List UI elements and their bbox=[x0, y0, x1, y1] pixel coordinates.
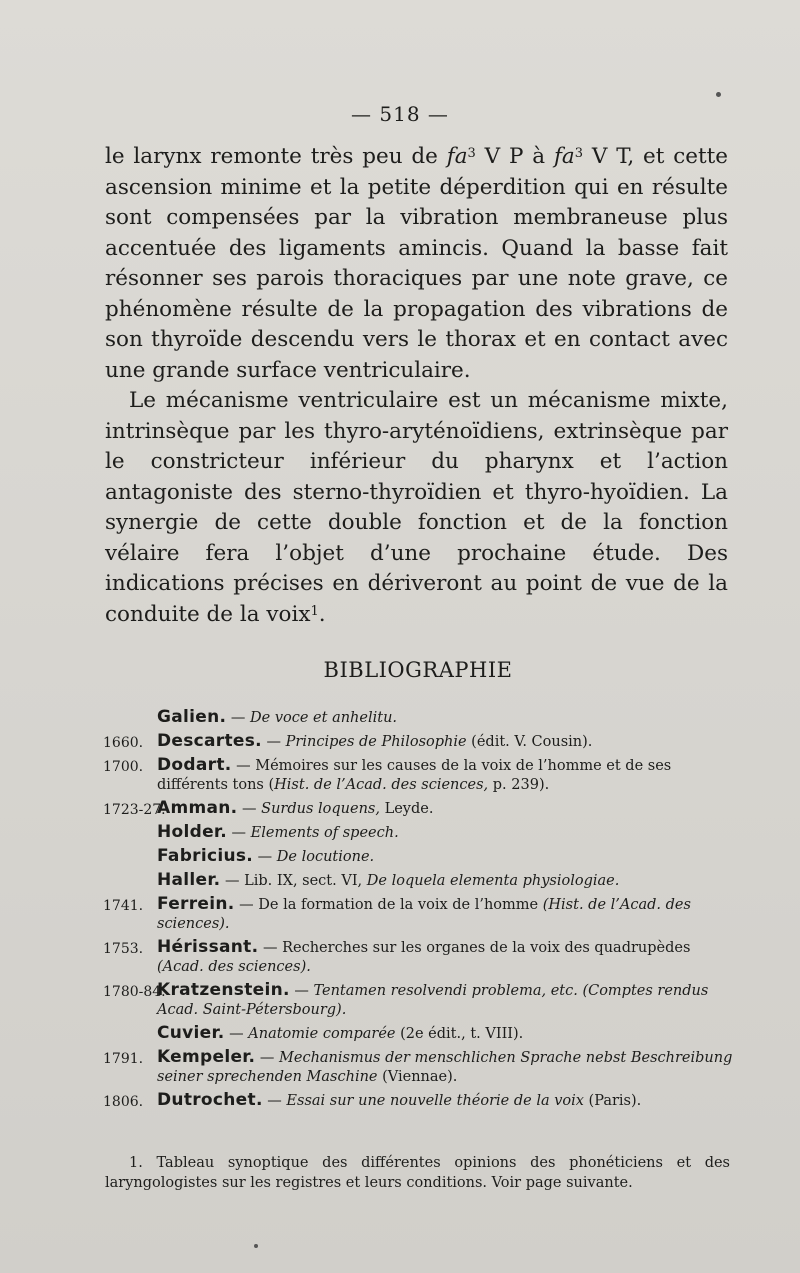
text-run: — bbox=[237, 801, 262, 817]
entry-year: 1741. bbox=[103, 898, 144, 914]
text-run: p. 239). bbox=[488, 777, 550, 793]
text-run: — bbox=[261, 734, 286, 750]
page-number: — 518 — bbox=[351, 102, 449, 126]
superscript: 1 bbox=[310, 603, 319, 619]
entry-author: Kempeler. bbox=[157, 1047, 256, 1067]
entry-year: 1753. bbox=[103, 941, 144, 957]
italic-text: fa bbox=[446, 144, 468, 169]
text-run: le larynx remonte très peu de bbox=[105, 144, 447, 169]
bibliography-heading: BIBLIOGRAPHIE bbox=[323, 658, 513, 682]
italic-text: Surdus loquens, bbox=[261, 801, 380, 817]
italic-text: Mechanismus der menschlichen Sprache nebst Beschreibung seiner sprechenden Maschine bbox=[157, 1050, 733, 1085]
italic-text: Hist. de l’Acad. des sciences, bbox=[274, 777, 489, 793]
italic-text: De voce et anhelitu. bbox=[250, 710, 398, 726]
italic-text: De loquela elementa physiologiae. bbox=[366, 873, 620, 889]
entry-author: Fabricius. bbox=[157, 846, 254, 866]
text-run: — Lib. IX, sect. VI, bbox=[220, 873, 367, 889]
text-run: Le mécanisme ventriculaire est un mécanisme mixte, intrinsèque par les thyro-aryténoïdiens, extrinsèque par le constricteur inférieur du pharynx et l’action antagoniste des sterno-thyroïdien et thyro-hyoïdien. La synergie de cette double fonction et de la fonction vélaire fera l’objet d’une prochaine étude. Des indications précises en dériveront au point de vue de la conduite de la voix bbox=[105, 388, 728, 627]
text-run: (Paris). bbox=[583, 1093, 642, 1109]
entry-author: Ferrein. bbox=[157, 894, 235, 914]
bibliography-entry bbox=[103, 895, 733, 934]
text-run: — bbox=[255, 1050, 280, 1066]
entry-year: 1806. bbox=[103, 1094, 144, 1110]
entry-author: Galien. bbox=[157, 707, 227, 727]
bibliography-entry bbox=[103, 871, 733, 891]
bibliography-entry bbox=[103, 799, 733, 819]
text-run: (édit. V. Cousin). bbox=[466, 734, 593, 750]
bibliography-entry bbox=[103, 1048, 733, 1087]
bibliography-entry bbox=[103, 847, 733, 867]
print-speck bbox=[716, 92, 721, 97]
superscript: 3 bbox=[574, 146, 583, 161]
entry-author: Dutrochet. bbox=[157, 1090, 263, 1110]
bibliography-entry bbox=[103, 708, 733, 728]
italic-text: Principes de Philosophie bbox=[285, 734, 467, 750]
italic-text: Essai sur une nouvelle théorie de la voix bbox=[286, 1093, 584, 1109]
italic-text: (Hist. de l’Acad. des sciences). bbox=[157, 897, 691, 932]
bibliography-entry bbox=[103, 938, 733, 977]
entry-author: Kratzenstein. bbox=[157, 980, 290, 1000]
bibliography-entry bbox=[103, 981, 733, 1020]
italic-text: Anatomie comparée bbox=[248, 1026, 396, 1042]
entry-author: Amman. bbox=[157, 798, 238, 818]
entry-author: Haller. bbox=[157, 870, 221, 890]
text-run: — bbox=[226, 710, 250, 726]
italic-text: (Acad. des sciences). bbox=[157, 959, 311, 975]
bibliography-entry bbox=[103, 1024, 733, 1044]
footnote: 1. Tableau synoptique des différentes opinions des phonéticiens et des laryngologistes sur les registres et leurs conditions. Voir page suivante. bbox=[105, 1155, 730, 1191]
text-run: — Recherches sur les organes de la voix des quadrupèdes bbox=[258, 940, 691, 956]
superscript: 3 bbox=[467, 146, 476, 161]
text-run: (2e édit., t. VIII). bbox=[395, 1026, 524, 1042]
entry-year: 1780-84. bbox=[103, 984, 166, 1000]
bibliography-entry bbox=[103, 823, 733, 843]
text-run: — bbox=[226, 825, 251, 841]
entry-author: Dodart. bbox=[157, 755, 232, 775]
entry-year: 1791. bbox=[103, 1051, 144, 1067]
text-run: — Mémoires sur les causes de la voix de l’homme et de ses différents tons ( bbox=[157, 758, 672, 793]
italic-text: Tentamen resolvendi problema, etc. (Comptes rendus Acad. Saint-Pétersbourg). bbox=[157, 983, 709, 1018]
entry-year: 1700. bbox=[103, 759, 144, 775]
text-run: (Viennae). bbox=[377, 1069, 458, 1085]
paragraph-2 bbox=[105, 386, 728, 630]
bibliography-entry bbox=[103, 732, 733, 752]
text-run: — bbox=[224, 1026, 249, 1042]
text-run: . bbox=[318, 601, 326, 627]
bibliography-list bbox=[103, 708, 733, 1115]
text-run: Leyde. bbox=[379, 801, 434, 817]
bibliography-entry bbox=[103, 1091, 733, 1111]
italic-text: De locutione. bbox=[276, 849, 375, 865]
italic-text: Elements of speech. bbox=[250, 825, 399, 841]
entry-author: Hérissant. bbox=[157, 937, 259, 957]
print-speck bbox=[254, 1244, 258, 1248]
body-text bbox=[105, 142, 728, 630]
text-run: V P à bbox=[475, 144, 554, 169]
entry-author: Cuvier. bbox=[157, 1023, 225, 1043]
bibliography-entry bbox=[103, 756, 733, 795]
text-run: — De la formation de la voix de l’homme bbox=[234, 897, 543, 913]
paragraph-1 bbox=[105, 142, 728, 386]
text-run: — bbox=[253, 849, 277, 865]
text-run: — bbox=[289, 983, 314, 999]
entry-year: 1660. bbox=[103, 735, 144, 751]
text-run: — bbox=[262, 1093, 287, 1109]
entry-year: 1723-27. bbox=[103, 802, 166, 818]
entry-author: Holder. bbox=[157, 822, 227, 842]
text-run: V T, et cette ascension minime et la petite déperdition qui en résulte sont compensées par la vibration membraneuse plus accentuée des ligaments amincis. Quand la basse fait résonner ses parois thoraciques par une note grave, ce phénomène résulte de la propagation des vibrations de son thyroïde descendu vers le thorax et en contact avec une grande surface ventriculaire. bbox=[105, 144, 729, 383]
entry-author: Descartes. bbox=[157, 731, 262, 751]
italic-text: fa bbox=[553, 144, 575, 169]
